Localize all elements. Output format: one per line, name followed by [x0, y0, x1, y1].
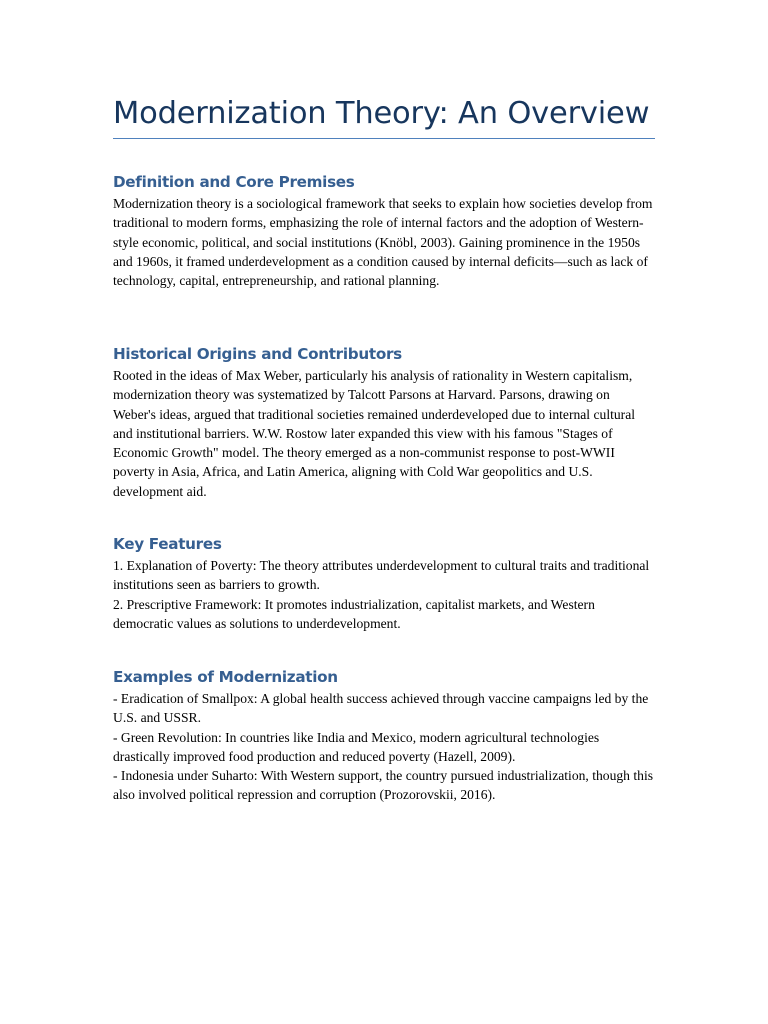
list-item: - Eradication of Smallpox: A global health success achieved through vaccine campaigns led by the U.S. and USSR.	[113, 691, 649, 726]
section-key-features	[113, 534, 655, 633]
paragraph: Modernization theory is a sociological framework that seeks to explain how societies develop from traditional to modern forms, emphasizing the role of internal factors and the adoption of Western-style economic, political, and social institutions (Knöbl, 2003). Gaining prominence in the 1950s and 1960s, it framed underdevelopment as a condition caused by internal deficits—such as lack of technology, capital, entrepreneurship, and rational planning.	[113, 196, 653, 289]
section-heading: Key Features	[113, 535, 222, 553]
section-body	[113, 689, 655, 805]
list-item: 2. Prescriptive Framework: It promotes industrialization, capitalist markets, and Western democratic values as solutions to underdevelopment.	[113, 596, 595, 631]
section-examples	[113, 667, 655, 805]
section-heading: Historical Origins and Contributors	[113, 345, 402, 363]
list-item: - Indonesia under Suharto: With Western support, the country pursued industrialization, though this also involved political repression and corruption (Prozorovskii, 2016).	[113, 768, 654, 803]
section-body	[113, 556, 655, 633]
section-body	[113, 194, 655, 290]
section-definition	[113, 172, 655, 290]
section-heading: Examples of Modernization	[113, 668, 338, 686]
document-title: Modernization Theory: An Overview	[113, 96, 650, 131]
list-item: - Green Revolution: In countries like India and Mexico, modern agricultural technologies drastically improved food production and reduced poverty (Hazell, 2009).	[113, 729, 600, 764]
document-page	[113, 0, 655, 803]
section-body	[113, 366, 655, 501]
title-underline	[113, 138, 655, 139]
section-heading: Definition and Core Premises	[113, 173, 355, 191]
paragraph: Rooted in the ideas of Max Weber, particularly his analysis of rationality in Western capitalism, modernization theory was systematized by Talcott Parsons at Harvard. Parsons, drawing on Weber's ideas, argued that traditional societies remained underdeveloped due to internal cultural and institutional barriers. W.W. Rostow later expanded this view with his famous "Stages of Economic Growth" model. The theory emerged as a non-communist response to post-WWII poverty in Asia, Africa, and Latin America, aligning with Cold War geopolitics and U.S. development aid.	[113, 368, 636, 499]
section-historical-origins	[113, 344, 655, 501]
list-item: 1. Explanation of Poverty: The theory attributes underdevelopment to cultural traits and traditional institutions seen as barriers to growth.	[113, 558, 650, 593]
